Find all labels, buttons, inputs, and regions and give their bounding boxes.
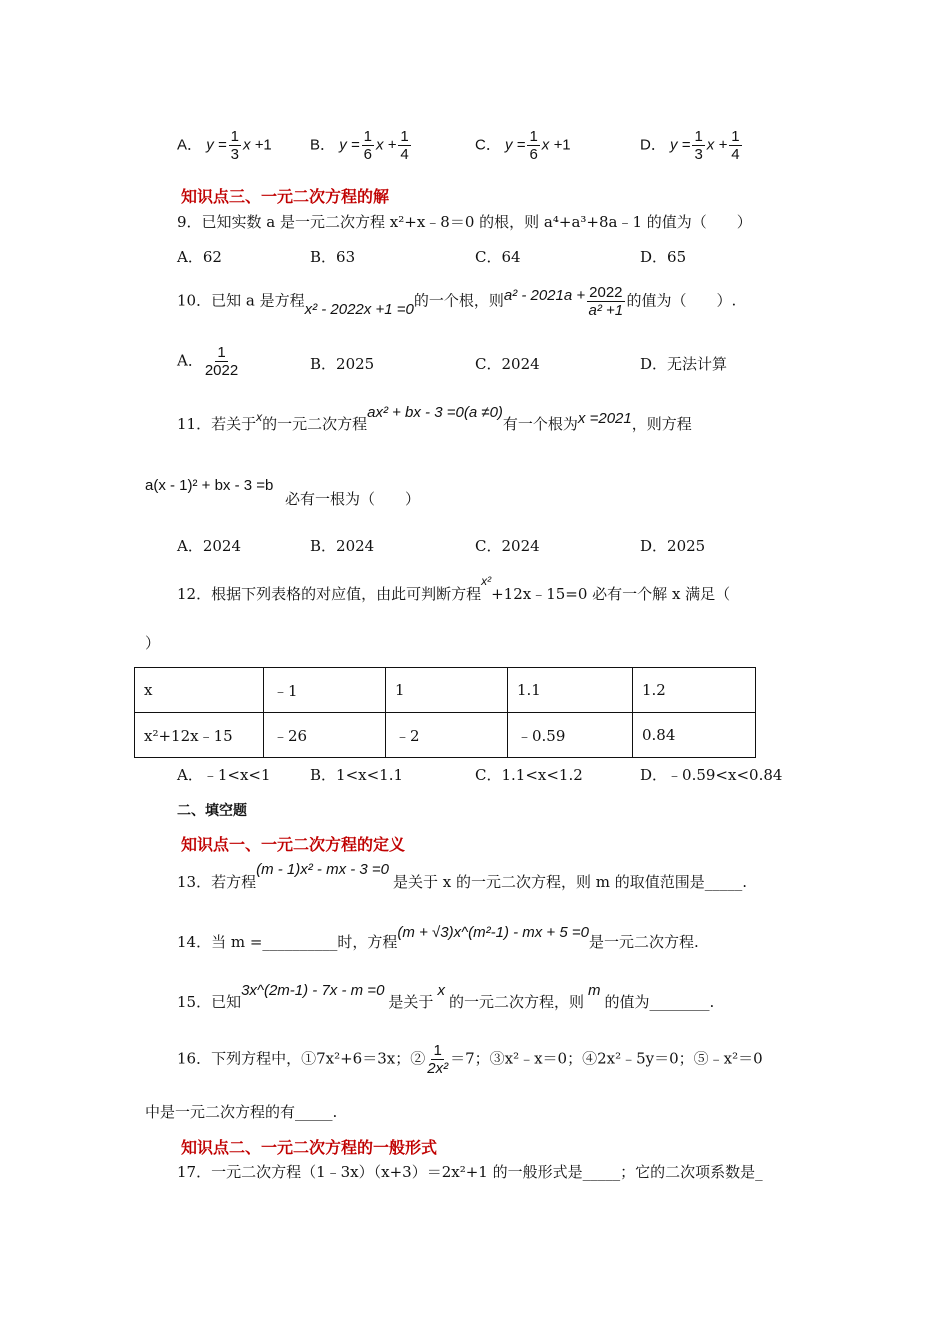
option-b: B．2025 [310, 355, 375, 373]
table-cell: ﹣26 [264, 713, 386, 758]
question-text: 中是一元二次方程的有_____. [145, 1103, 338, 1121]
table-cell: 1.1 [508, 668, 633, 713]
table-cell: x [135, 668, 264, 713]
option-c: C． y = $\frac{1}{6}$ x +1 [475, 128, 571, 163]
table-cell: 1.2 [633, 668, 756, 713]
option-b: B．2024 [310, 537, 375, 555]
option-d: D．65 [640, 248, 687, 266]
question-text: ） [145, 634, 161, 652]
question-13: 13．若方程(m - 1)x² - mx - 3 =0是关于 x 的一元二次方程，则 m 的取值范围是_____. [177, 861, 748, 891]
table-cell: ﹣2 [386, 713, 508, 758]
table-cell: ﹣0.59 [508, 713, 633, 758]
option-d: D．无法计算 [640, 355, 728, 373]
equation: a(x - 1)² + bx - 3 =b [145, 477, 274, 494]
question-12: 12．根据下列表格的对应值，由此可判断方程$^{x^2}$+12x﹣15=0 必有一个解 x 满足（ [177, 574, 731, 603]
question-9: 9．已知实数 a 是一元二次方程 x²+x﹣8＝0 的根，则 a⁴+a³+8a﹣1 的值为（ ） [177, 213, 752, 231]
section-heading: 知识点三、一元二次方程的解 [181, 187, 390, 206]
option-c: C．2024 [475, 537, 540, 555]
question-10: 10．已知 a 是方程x² - 2022x +1 =0的一个根，则a² - 2021a + $\frac{2022}{\text{a² +1}}$ 的值为（ ）. [177, 284, 737, 319]
table-cell: x²+12x﹣15 [135, 713, 264, 758]
section-title: 二、填空题 [177, 803, 247, 819]
option-b: B．1<x<1.1 [310, 766, 404, 784]
section-heading: 知识点二、一元二次方程的一般形式 [181, 1138, 438, 1157]
option-a: A．2024 [177, 537, 242, 555]
table-cell: 1 [386, 668, 508, 713]
question-16: 16．下列方程中，①7x²+6＝3x；② $\frac{1}{\text{2x²}}$ ＝7；③x²﹣x＝0；④2x²﹣5y＝0；⑤﹣x²＝0 [177, 1042, 763, 1077]
question-14: 14．当 m =__________时，方程(m + √3)x^(m²-1) - mx + 5 =0是一元二次方程. [177, 924, 699, 951]
option-c: C．2024 [475, 355, 540, 373]
option-c: C．64 [475, 248, 521, 266]
table-row [135, 668, 756, 713]
table-row [135, 713, 756, 758]
option-a: A． y = $\frac{1}{3}$ x +1 [177, 128, 272, 163]
option-a: A．﹣1<x<1 [177, 766, 271, 784]
section-heading: 知识点一、一元二次方程的定义 [181, 835, 406, 854]
option-a: A．62 [177, 248, 222, 266]
question-11: 11．若关于$^x$的一元二次方程ax² + bx - 3 =0(a ≠0)有一个根为x =2021，则方程 [177, 404, 692, 433]
value-table [134, 667, 756, 758]
question-15: 15．已知3x^(2m-1) - 7x - m =0是关于x的一元二次方程，则m的值为________. [177, 982, 715, 1011]
table-cell: 0.84 [633, 713, 756, 758]
option-b: B．63 [310, 248, 356, 266]
table-cell: ﹣1 [264, 668, 386, 713]
option-b: B． y = $\frac{1}{6}$ x + $\frac{1}{4}$ [310, 128, 409, 163]
option-a: A． $\frac{1}{2022}$ [177, 344, 239, 379]
question-text: 必有一根为（ ） [285, 490, 421, 508]
option-d: D．2025 [640, 537, 706, 555]
option-c: C．1.1<x<1.2 [475, 766, 583, 784]
option-d: D．﹣0.59<x<0.84 [640, 766, 783, 784]
option-d: D． y = $\frac{1}{3}$ x + $\frac{1}{4}$ [640, 128, 740, 163]
question-17: 17．一元二次方程（1﹣3x）（x+3）＝2x²+1 的一般形式是_____；它的二次项系数是_ [177, 1163, 763, 1181]
